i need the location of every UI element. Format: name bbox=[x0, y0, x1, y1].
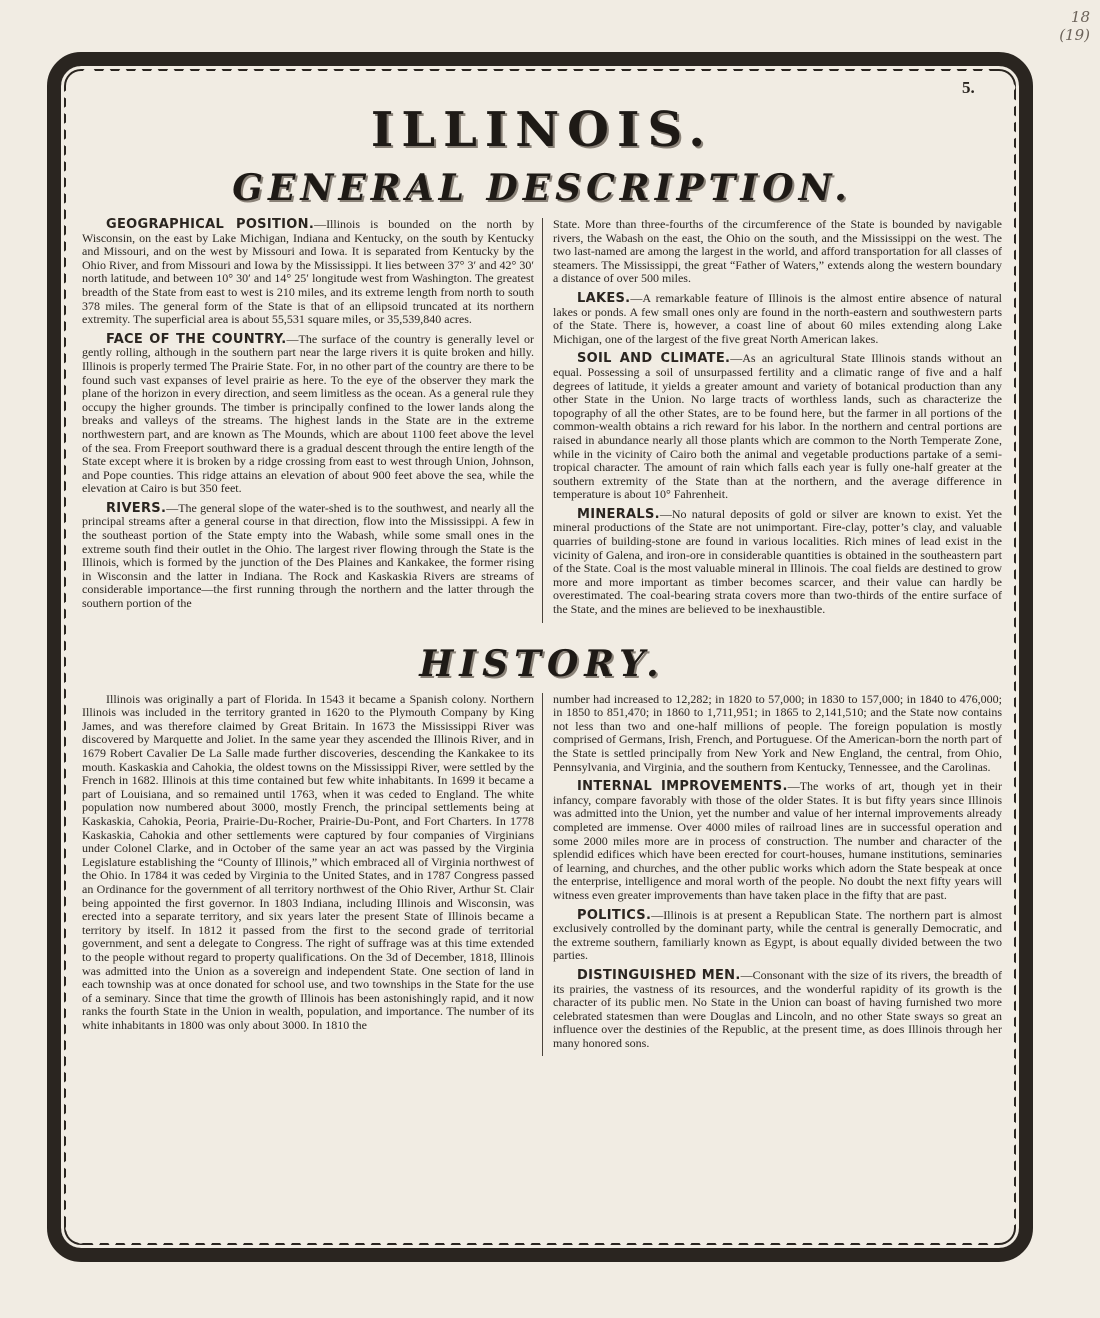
paragraph-population bbox=[553, 693, 1002, 775]
paragraph-body: —Illinois is bounded on the north by Wisconsin, on the east by Lake Michigan, Indiana and Kentucky, on the south by Kentucky and Missouri, and on the west by Missouri and Iowa. It is separated from Kentucky by the Ohio River, and from Missouri and Iowa by the Mississippi. It lies between 37° 3′ and 42° 30′ north latitude, and between 10° 30′ and 14° 25′ longitude west from Washington. The greatest breadth of the State from east to west is 210 miles, and its extreme length from north to south 378 miles. The general form of the State is that of an ellipsoid truncated at its northern extremity. The superficial area is about 55,531 square miles, or 35,539,840 acres. bbox=[82, 217, 535, 327]
paragraph-body: —The surface of the country is generally level or gently rolling, although in the southern part near the large rivers it is quite broken and hilly. Illinois is properly termed The Prairie State. For, in no other part of the country are there to be found such vast expanses of level prairie as here. To the eye of the observer they mark the plane of the horizon in every direction, and seem limitless as the ocean. As a general rule they occupy the higher grounds. The timber is principally confined to the lower lands along the breaks and valleys of the streams. The highest lands in the State are in the extreme northwestern part, and are known as The Mounds, which are about 1100 feet above the level of the sea. From Freeport southward there is a gradual descent through the entire length of the State except where it is broken by a ridge crossing from east to west through Union, Johnson, and Pope counties. This ridge attains an elevation of about 900 feet above the sea, while the elevation at Cairo is but 350 feet. bbox=[82, 331, 534, 496]
paragraph-internal-improvements bbox=[553, 780, 1002, 902]
pencil-number: 18 bbox=[1070, 8, 1090, 26]
paragraph-lead: INTERNAL IMPROVEMENTS. bbox=[577, 779, 788, 795]
paragraph-lead: SOIL AND CLIMATE. bbox=[577, 351, 731, 367]
paragraph-body: Illinois was originally a part of Florida. In 1543 it became a Spanish colony. Northern Illinois was included in the territory granted in 1620 to the Plymouth Company by King James, and was therefore claimed by Great Britain. In 1673 the Mississippi River was discovered by Marquette and Joliet. In the same year they ascended the Illinois River, and in 1679 Robert Cavalier De La Salle made further discoveries, descending the Kankakee to its mouth. Kaskaskia and Cahokia, the oldest towns on the Mississippi River, were settled by the French in 1682. Illinois at this time contained but few white inhabitants. In 1699 it became a part of Louisiana, and so remained until 1763, when it was ceded to England. The white population now numbered about 3000, mostly French, the principal settlements being at Kaskaskia, Cahokia, Peoria, Prairie-Du-Rocher, Prairie-Du-Pont, and Fort Charters. In 1778 Kaskaskia, Cahokia and other settlements were captured by four companies of Virginians under Colonel Clarke, and in October of the same year an act was passed by the Virginia Legislature establishing the “County of Illinois,” which embraced all of Virginia northwest of the Ohio. In 1784 it was ceded by Virginia to the United States, and in 1787 Congress passed an Ordinance for the government of all territory northwest of the Ohio River, Arthur St. Clair being appointed the first governor. In 1803 Indiana, including Illinois and Wisconsin, was erected into a separate territory, and six years later the present State of Illinois became a territory by itself. In 1812 it passed from the first to the second grade of territorial government, and sent a delegate to Congress. The right of suffrage was at this time extended to the people without regard to property qualifications. On the 3d of December, 1818, Illinois was admitted into the Union as a sovereign and independent State. One section of land in each township was at once donated for school use, and two townships in the State for the use of a seminary. Since that time the growth of Illinois has been astonishingly rapid, and it now ranks the fourth State in the Union in wealth, population, and importance. The number of its white inhabitants in 1800 was only about 3000. In 1810 the bbox=[82, 691, 534, 1032]
paragraph-face-of-country bbox=[82, 333, 534, 496]
section-title-general-description: GENERAL DESCRIPTION. bbox=[232, 167, 852, 209]
paragraph-body: number had increased to 12,282; in 1820 to 57,000; in 1830 to 157,000; in 1840 to 476,000; in 1850 to 851,470; in 1860 to 1,711,951; in 1865 to 2,141,510; and the State now contains not less than two and one-half millions of people. The foreign population is mostly comprised of Germans, Irish, French, and Portuguese. Of the American-born the north part of the State is settled principally from New York and New England, the central, from Ohio, Pennsylvania, and Virginia, and the southern from Kentucky, Tennessee, and the Carolinas. bbox=[553, 691, 1002, 774]
paragraph-lead: MINERALS. bbox=[577, 506, 660, 522]
history-right-column bbox=[542, 693, 1002, 1057]
pencil-number-parenthetical: (19) bbox=[1059, 26, 1090, 44]
paragraph-soil-and-climate bbox=[553, 352, 1002, 502]
paragraph-body: —The general slope of the water-shed is to the southwest, and nearly all the principal streams after a general course in that direction, flow into the Mississippi. A few in the southeast portion of the State empty into the Wabash, while some small ones in the extreme south find their outlet in the Ohio. The largest river flowing through the State is the Illinois, which is formed by the junction of the Des Plaines and Kankakee, the former rising in Wisconsin and the latter in Indiana. The Rock and Kaskaskia Rivers are streams of considerable importance—the first running through the northern and the latter through the southern portion of the bbox=[82, 500, 534, 611]
general-description-columns bbox=[82, 218, 1002, 623]
paragraph-lead: DISTINGUISHED MEN. bbox=[577, 967, 741, 983]
paragraph-rivers-continued bbox=[553, 218, 1002, 286]
history-columns bbox=[82, 693, 1002, 1057]
page-number: 5. bbox=[962, 78, 975, 97]
paragraph-geographical-position bbox=[82, 218, 534, 327]
paragraph-body: —No natural deposits of gold or silver are known to exist. Yet the mineral productions of the State are not unimportant. Fire-clay, potter’s clay, and valuable quarries of building-stone are found in various localities. Rich mines of lead exist in the vicinity of Galena, and iron-ore in considerable quantities is obtained in the southeastern part of the State. Coal is the most valuable mineral in Illinois. The coal fields are destined to grow more and more important as timber becomes scarcer, and their value can hardly be overestimated. The coal-bearing strata covers more than two-thirds of the entire surface of the State, and the mines are believed to be inexhaustible. bbox=[553, 506, 1002, 617]
history-left-column bbox=[82, 693, 534, 1057]
page-title: ILLINOIS. bbox=[370, 102, 714, 158]
section-title-history: HISTORY. bbox=[419, 642, 665, 685]
paragraph-lead: LAKES. bbox=[577, 290, 631, 306]
paragraph-politics bbox=[553, 909, 1002, 963]
paragraph-body: —Illinois is at present a Republican State. The northern part is almost exclusively controlled by the dominant party, while the central is generally Democratic, and the extreme southern, familiarly known as Egypt, is about equally divided between the two parties. bbox=[553, 907, 1002, 963]
pencil-annotation bbox=[1044, 8, 1090, 44]
paragraph-lead: POLITICS. bbox=[577, 907, 652, 923]
page-content bbox=[82, 100, 1002, 1240]
paragraph-lakes bbox=[553, 292, 1002, 346]
general-left-column bbox=[82, 218, 534, 623]
paragraph-lead: FACE OF THE COUNTRY. bbox=[106, 331, 287, 347]
paragraph-body: —Consonant with the size of its rivers, the breadth of its prairies, the vastness of its resources, and the wonderful rapidity of its growth is the character of its public men. No State in the Union can boast of having furnished two more celebrated statesmen than were Douglas and Lincoln, and no other State sways so great an influence over the destinies of the Republic, at the present time, as does Illinois through her many honored sons. bbox=[553, 967, 1002, 1050]
paragraph-body: —As an agricultural State Illinois stands without an equal. Possessing a soil of unsurpassed fertility and a climatic range of five and a half degrees of latitude, it yields a greater amount and variety of botanical production than any other State in the Union. No large tracts of worthless lands, such as characterize the topography of all the other States, are to be found here, but the farmer in all portions of the common-wealth obtains a rich reward for his labor. In the northern and central portions are raised in abundance nearly all those plants which are common to the North Temperate Zone, while in the vicinity of Cairo both the animal and vegetable productions partake of a semi-tropical character. The amount of rain which falls each year is fully one-half greater at the southern extremity of the State than at the northern, and the average difference in temperature is about 10° Fahrenheit. bbox=[553, 351, 1002, 502]
paragraph-body: State. More than three-fourths of the circumference of the State is bounded by navigable rivers, the Wabash on the east, the Ohio on the south, and the Mississippi on the west. The two last-named are among the largest in the world, and afford transportation for all classes of steamers. The Mississippi, the great “Father of Waters,” extends along the western boundary a distance of over 500 miles. bbox=[553, 217, 1002, 286]
paragraph-rivers bbox=[82, 502, 534, 611]
paragraph-body: —A remarkable feature of Illinois is the almost entire absence of natural lakes or ponds. A few small ones only are found in the north-eastern and southwestern parts of the State. There is, however, a coast line of about 60 miles extending along Lake Michigan, one of the largest of the five great North American lakes. bbox=[553, 290, 1002, 346]
paragraph-minerals bbox=[553, 508, 1002, 617]
paragraph-history-main bbox=[82, 693, 534, 1033]
paragraph-lead: GEOGRAPHICAL POSITION. bbox=[106, 217, 315, 232]
paragraph-distinguished-men bbox=[553, 969, 1002, 1051]
general-right-column bbox=[542, 218, 1002, 623]
paragraph-lead: RIVERS. bbox=[106, 500, 167, 516]
paragraph-body: —The works of art, though yet in their infancy, compare favorably with those of the older States. It is but fifty years since Illinois was admitted into the Union, yet the number and value of her internal improvements already completed are immense. Over 4000 miles of railroad lines are in successful operation and some 2000 miles more are in process of construction. The number and character of the splendid edifices which have been erected for court-houses, humane institutions, seminaries of learning, and churches, and the other public works which adorn the State bespeak at once the enterprise, intelligence and moral worth of the people. No doubt the next fifty years will witness even greater improvements than have taken place in the fifty that are past. bbox=[553, 779, 1002, 902]
